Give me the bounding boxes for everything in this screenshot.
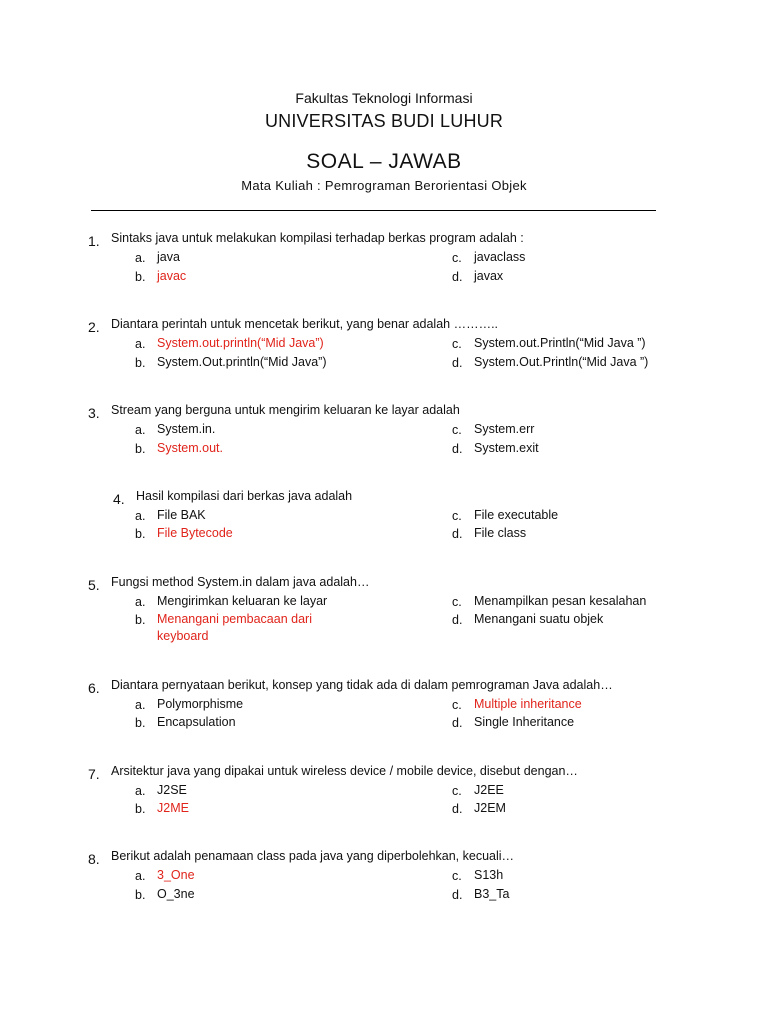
question-text: Berikut adalah penamaan class pada java yang diperbolehkan, kecuali… — [111, 849, 515, 863]
option-label: a. — [135, 509, 146, 523]
option-label: c. — [452, 337, 462, 351]
question-text: Fungsi method System.in dalam java adalah… — [111, 575, 370, 589]
option-text: System.in. — [157, 422, 216, 436]
option-text: File executable — [474, 508, 559, 522]
option-text: Menangani suatu objek — [474, 612, 604, 626]
option-label: c. — [452, 869, 462, 883]
option-label: b. — [135, 716, 146, 730]
option-label: a. — [135, 698, 146, 712]
option-text: Menampilkan pesan kesalahan — [474, 594, 647, 608]
option-text: Polymorphisme — [157, 697, 244, 711]
option-label: d. — [452, 802, 463, 816]
question-number: 8. — [88, 851, 100, 867]
question-number: 3. — [88, 405, 100, 421]
question-number: 1. — [88, 233, 100, 249]
option-text: javax — [474, 269, 504, 283]
option-label: c. — [452, 595, 462, 609]
option-text: System.out.Println(“Mid Java ”) — [474, 336, 646, 350]
option-label: a. — [135, 595, 146, 609]
option-label: a. — [135, 869, 146, 883]
page-title: SOAL – JAWAB — [306, 150, 462, 173]
question-text: Diantara perintah untuk mencetak berikut, yang benar adalah ……….. — [111, 317, 499, 331]
option-text: S13h — [474, 868, 504, 882]
option-label: c. — [452, 423, 462, 437]
option-text: J2EE — [474, 783, 504, 797]
option-text-correct: Multiple inheritance — [474, 697, 582, 711]
question-text: Arsitektur java yang dipakai untuk wireless device / mobile device, disebut dengan… — [111, 764, 578, 778]
question-text: Stream yang berguna untuk mengirim keluaran ke layar adalah — [111, 403, 460, 417]
option-label: a. — [135, 784, 146, 798]
option-text: File class — [474, 526, 527, 540]
option-label: d. — [452, 716, 463, 730]
header-divider — [91, 210, 656, 211]
faculty-name: Fakultas Teknologi Informasi — [295, 90, 473, 106]
option-label: d. — [452, 356, 463, 370]
option-label: b. — [135, 270, 146, 284]
question-text: Hasil kompilasi dari berkas java adalah — [136, 489, 353, 503]
option-text-correct: System.out. — [157, 441, 223, 455]
option-label: b. — [135, 613, 146, 627]
option-label: c. — [452, 784, 462, 798]
option-text: System.Out.println(“Mid Java”) — [157, 355, 327, 369]
option-label: a. — [135, 337, 146, 351]
option-label: b. — [135, 527, 146, 541]
option-text: J2SE — [157, 783, 187, 797]
option-text-correct: System.out.println(“Mid Java”) — [157, 336, 324, 350]
option-label: c. — [452, 509, 462, 523]
option-text: File BAK — [157, 508, 206, 522]
option-text: Single Inheritance — [474, 715, 575, 729]
option-label: b. — [135, 356, 146, 370]
option-label: a. — [135, 423, 146, 437]
option-text: System.exit — [474, 441, 539, 455]
option-text: java — [157, 250, 180, 264]
option-label: d. — [452, 888, 463, 902]
option-label: b. — [135, 442, 146, 456]
course-subtitle: Mata Kuliah : Pemrograman Berorientasi Objek — [241, 178, 527, 193]
option-label: d. — [452, 270, 463, 284]
option-text: javaclass — [474, 250, 526, 264]
option-text-correct: javac — [157, 269, 187, 283]
option-label: d. — [452, 613, 463, 627]
question-number: 2. — [88, 319, 100, 335]
option-label: b. — [135, 888, 146, 902]
option-label: b. — [135, 802, 146, 816]
option-label: d. — [452, 442, 463, 456]
option-text-correct: J2ME — [157, 801, 189, 815]
option-label: c. — [452, 698, 462, 712]
option-text-correct: File Bytecode — [157, 526, 233, 540]
option-label: a. — [135, 251, 146, 265]
option-label: c. — [452, 251, 462, 265]
option-text-correct: 3_One — [157, 868, 195, 882]
question-number: 5. — [88, 577, 100, 593]
question-text: Sintaks java untuk melakukan kompilasi terhadap berkas program adalah : — [111, 231, 524, 245]
option-text: B3_Ta — [474, 887, 510, 901]
option-text: O_3ne — [157, 887, 195, 901]
option-text-correct: Menangani pembacaan dari keyboard — [157, 612, 312, 643]
question-number: 6. — [88, 680, 100, 696]
question-text: Diantara pernyataan berikut, konsep yang tidak ada di dalam pemrograman Java adalah… — [111, 678, 613, 692]
option-text: System.Out.Println(“Mid Java ”) — [474, 355, 649, 369]
question-number: 7. — [88, 766, 100, 782]
option-text: Encapsulation — [157, 715, 236, 729]
option-text: Mengirimkan keluaran ke layar — [157, 594, 328, 608]
university-name: UNIVERSITAS BUDI LUHUR — [264, 111, 504, 131]
question-number: 4. — [113, 491, 125, 507]
option-text: System.err — [474, 422, 535, 436]
option-label: d. — [452, 527, 463, 541]
option-text: J2EM — [474, 801, 506, 815]
